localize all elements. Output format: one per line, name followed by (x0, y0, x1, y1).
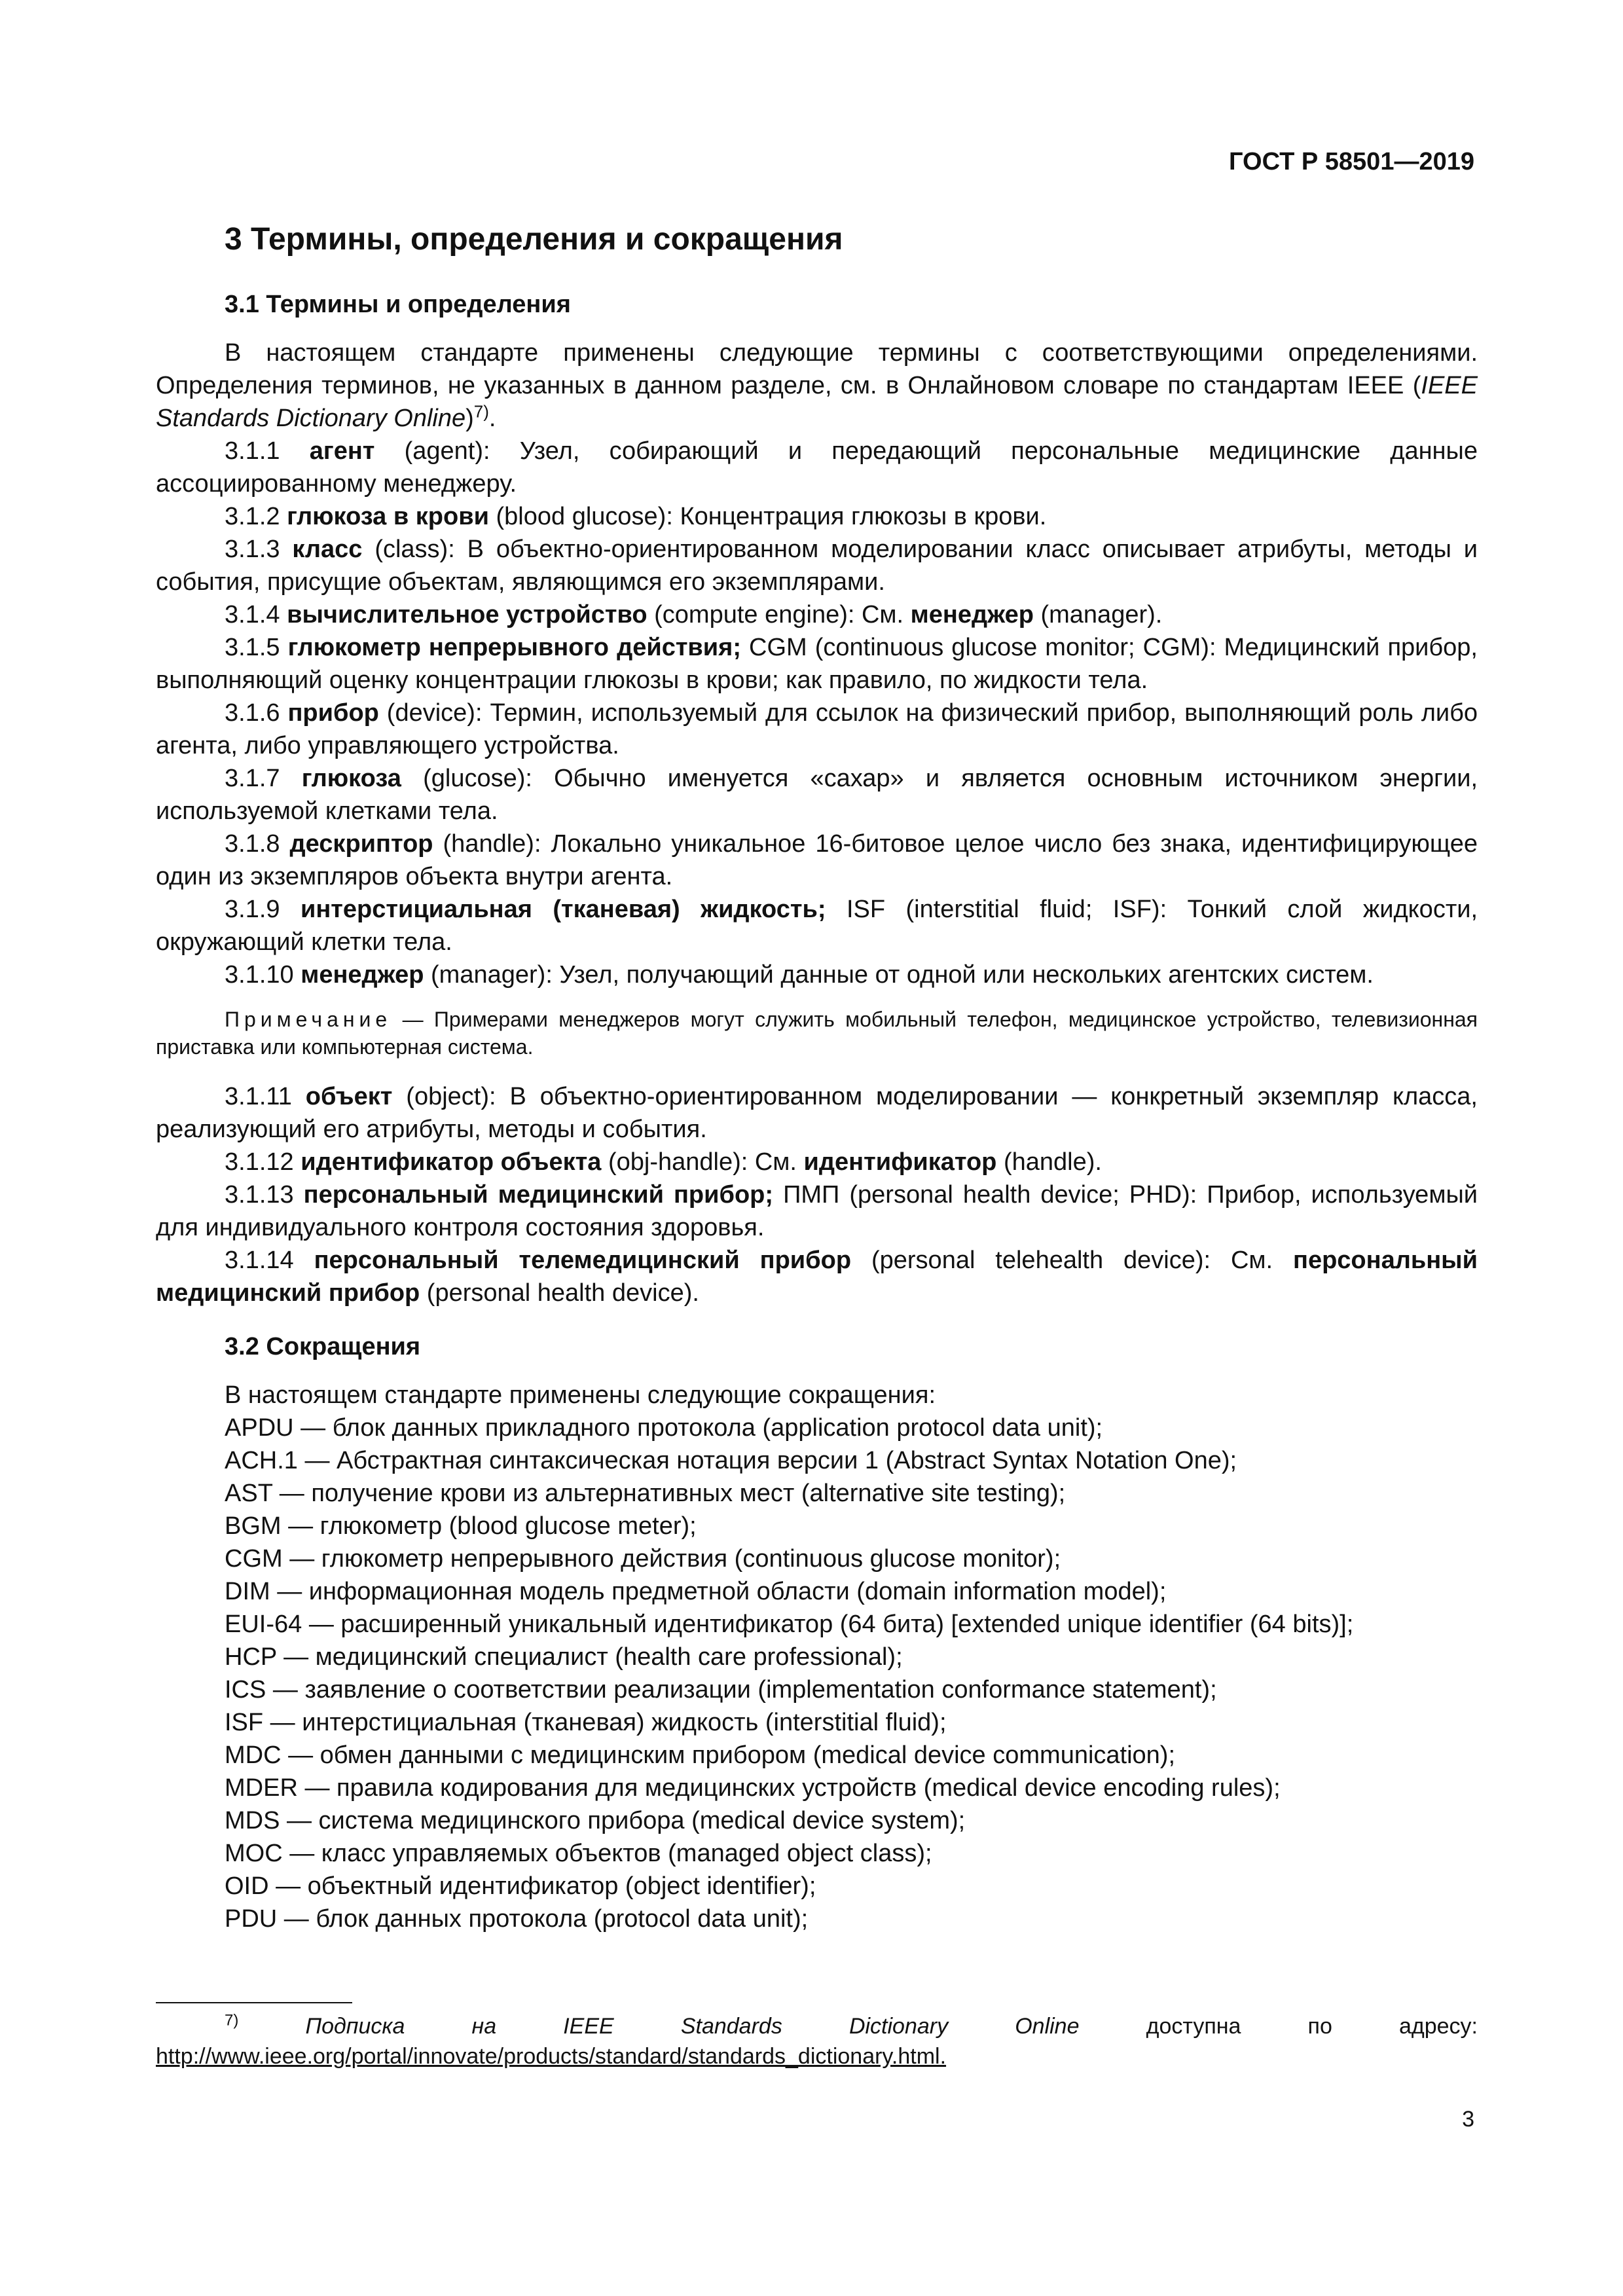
term-entry: 3.1.3 класс (class): В объектно-ориентированном моделировании класс описывает атрибуты, методы и события, присущие объектам, являющимся его экземплярами. (156, 536, 1478, 596)
term-entry: 3.1.5 глюкометр непрерывного действия; CGM (continuous glucose monitor; CGM): Медицинский прибор, выполняющий оценку концентрации глюкозы в крови; как правило, по жидкости тела. (156, 634, 1478, 694)
footnote-ref[interactable]: 7) (473, 401, 489, 422)
note (156, 1006, 1478, 1061)
term-name: дескриптор (289, 830, 433, 858)
term-reference: идентификатор (803, 1148, 997, 1176)
abbreviation-item: MOC — класс управляемых объектов (managed object class); (225, 1840, 932, 1867)
note-label: Примечание (225, 1008, 392, 1031)
abbreviation-item: AST — получение крови из альтернативных мест (alternative site testing); (225, 1480, 1066, 1507)
abbreviation-item: DIM — информационная модель предметной области (domain information model); (225, 1578, 1167, 1605)
term-entry: 3.1.10 менеджер (manager): Узел, получающий данные от одной или нескольких агентских систем. (225, 961, 1374, 989)
term-entry: 3.1.4 вычислительное устройство (compute engine): См. менеджер (manager). (225, 601, 1163, 629)
term-name: персональный телемедицинский прибор (314, 1247, 852, 1274)
terms-list-continued (156, 1080, 1478, 1309)
term-name: интерстициальная (тканевая) жидкость; (300, 896, 826, 923)
abbreviation-item: ISF — интерстициальная (тканевая) жидкость (interstitial fluid); (225, 1709, 947, 1736)
abbreviation-item: EUI-64 — расширенный уникальный идентификатор (64 бита) [extended unique identifier (64 bits)]; (225, 1611, 1354, 1638)
abbreviation-item: ICS — заявление о соответствии реализации (implementation conformance statement); (225, 1676, 1217, 1704)
term-entry: 3.1.6 прибор (device): Термин, используемый для ссылок на физический прибор, выполняющий роль либо агента, либо управляющего устройства. (156, 699, 1478, 759)
terms-intro: В настоящем стандарте применены следующие термины с соответствующими определениями. Определения терминов, не указанных в данном разделе, см. в Онлайновом словаре по стандартам IEEE (IEEE Standards Dictionary Online)$^{7)}$. (156, 339, 1478, 432)
abbreviation-item: OID — объектный идентификатор (object identifier); (225, 1872, 816, 1900)
abbreviation-item: HCP — медицинский специалист (health care professional); (225, 1643, 903, 1671)
term-entry: 3.1.12 идентификатор объекта (obj-handle): См. идентификатор (handle). (225, 1148, 1102, 1176)
section-title: 3 Термины, определения и сокращения (225, 222, 843, 257)
footnote-italic: Подписка на IEEE Standards Dictionary Online (238, 2014, 1080, 2039)
note-text: — Примерами менеджеров могут служить мобильный телефон, медицинское устройство, телевизионная приставка или компьютерная система. (156, 1008, 1478, 1059)
abbreviation-item: CGM — глюкометр непрерывного действия (continuous glucose monitor); (225, 1545, 1061, 1573)
footnote-mark: 7) (225, 2011, 239, 2030)
term-entry: 3.1.9 интерстициальная (тканевая) жидкость; ISF (interstitial fluid; ISF): Тонкий слой жидкости, окружающий клетки тела. (156, 896, 1478, 956)
abbreviation-item: BGM — глюкометр (blood glucose meter); (225, 1512, 697, 1540)
abbreviation-item: ACH.1 — Абстрактная синтаксическая нотация версии 1 (Abstract Syntax Notation One); (225, 1447, 1237, 1474)
term-name: класс (292, 536, 363, 563)
term-name: идентификатор объекта (301, 1148, 602, 1176)
term-entry: 3.1.1 агент (agent): Узел, собирающий и передающий персональные медицинские данные ассоциированному менеджеру. (156, 437, 1478, 498)
terms-list (156, 435, 1478, 991)
term-name: глюкоза (301, 765, 401, 792)
abbreviation-item: APDU — блок данных прикладного протокола (application protocol data unit); (225, 1414, 1103, 1442)
term-name: глюкоза в крови (287, 503, 489, 530)
abbreviation-item: MDC — обмен данными с медицинским прибором (medical device communication); (225, 1741, 1176, 1769)
term-entry: 3.1.11 объект (object): В объектно-ориентированном моделировании — конкретный экземпляр класса, реализующий его атрибуты, методы и события. (156, 1083, 1478, 1143)
term-name: менеджер (301, 961, 424, 989)
term-reference: менеджер (910, 601, 1034, 629)
term-name: объект (305, 1083, 393, 1110)
term-name: персональный медицинский прибор; (303, 1181, 774, 1209)
footnote: $^{7)}$ Подписка на IEEE Standards Dictionary Online доступна по адресу: http://www.ieee.org/portal/innovate/products/standard/standards_dictionary.html. (156, 2011, 1478, 2069)
dictionary-link[interactable]: http://www.ieee.org/portal/innovate/products/standard/standards_dictionary.html. (156, 2044, 947, 2069)
term-entry: 3.1.13 персональный медицинский прибор; ПМП (personal health device; PHD): Прибор, используемый для индивидуального контроля состояния здоровья. (156, 1181, 1478, 1241)
abbreviation-list (156, 1379, 1478, 1935)
abbreviations-intro: В настоящем стандарте применены следующие сокращения: (225, 1381, 936, 1409)
term-name: глюкометр непрерывного действия; (287, 634, 741, 661)
page-number: 3 (1462, 2107, 1474, 2132)
subsection-title-abbreviations: 3.2 Сокращения (225, 1333, 421, 1360)
dictionary-name: IEEE Standards Dictionary Online (156, 372, 1478, 432)
term-name: вычислительное устройство (287, 601, 647, 629)
subsection-title-terms: 3.1 Термины и определения (225, 291, 571, 318)
page-body (156, 288, 1478, 1935)
abbreviation-item: MDS — система медицинского прибора (medical device system); (225, 1807, 966, 1834)
standard-header: ГОСТ Р 58501—2019 (1229, 148, 1474, 175)
term-entry: 3.1.2 глюкоза в крови (blood glucose): Концентрация глюкозы в крови. (225, 503, 1047, 530)
term-name: агент (309, 437, 375, 465)
footnote-divider (156, 2002, 352, 2003)
term-entry: 3.1.7 глюкоза (glucose): Обычно именуется «сахар» и является основным источником энергии, используемой клетками тела. (156, 765, 1478, 825)
abbreviation-item: PDU — блок данных протокола (protocol data unit); (225, 1905, 809, 1933)
term-name: прибор (287, 699, 379, 727)
term-entry: 3.1.8 дескриптор (handle): Локально уникальное 16-битовое целое число без знака, идентифицирующее один из экземпляров объекта внутри агента. (156, 830, 1478, 890)
term-reference: персональный медицинский прибор (156, 1247, 1478, 1307)
term-entry: 3.1.14 персональный телемедицинский прибор (personal telehealth device): См. персональный медицинский прибор (personal health device). (156, 1247, 1478, 1307)
abbreviation-item: MDER — правила кодирования для медицинских устройств (medical device encoding rules); (225, 1774, 1281, 1802)
